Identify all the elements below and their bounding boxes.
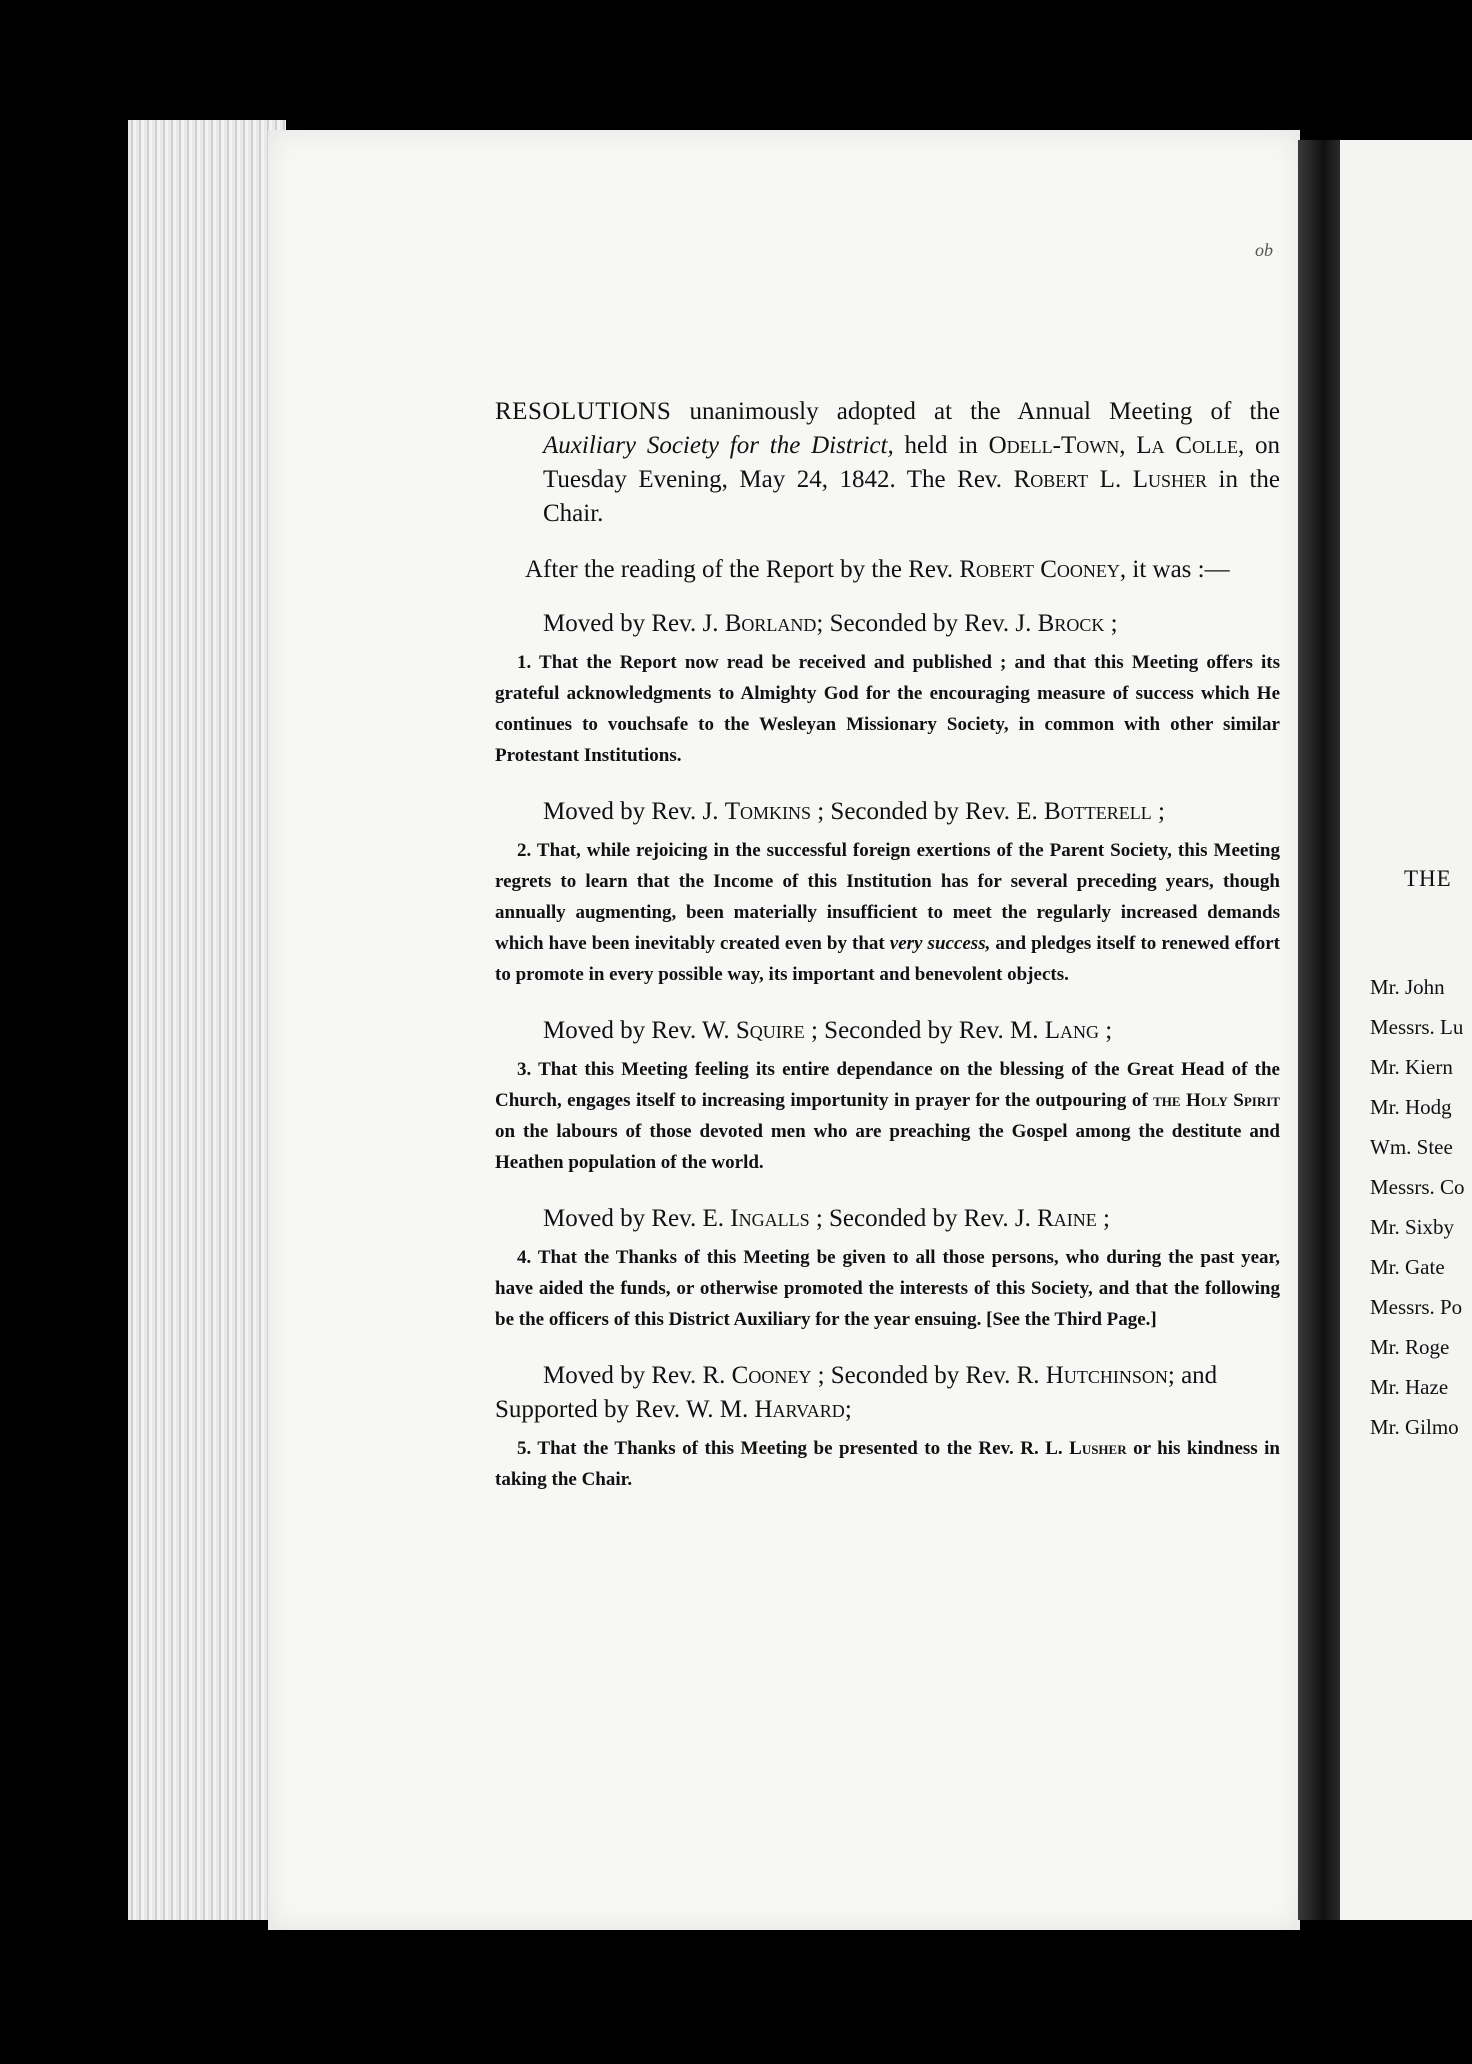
resolution-body: That the Thanks of this Meeting be given to all those persons, who during the past year, have aided the funds, or otherwise promoted the interests of this Society, and that the following be the officers of this District Auxiliary for the year ensuing. [See the Third Page.] <box>495 1247 1280 1330</box>
resolution-text <box>495 647 1280 771</box>
mover-name: Borland <box>724 610 817 637</box>
resolution-body: That, while rejoicing in the successful foreign exertions of the Parent Society, this Meeting regrets to learn that the Income of this Institution has for several preceding years, though annually augmenting, been materially insufficient to meet the regularly increased demands which have been inevitably created even by that <box>495 840 1280 954</box>
document-heading <box>495 395 1280 531</box>
resolution-text <box>495 835 1280 990</box>
intro-reporter: Robert Cooney, <box>959 556 1127 583</box>
moved-line <box>495 795 1280 829</box>
moved-suffix: ; <box>1099 1017 1113 1044</box>
resolution-number: 1. <box>517 652 532 673</box>
right-page-name: Mr. Roge <box>1370 1335 1450 1359</box>
right-page-name: Messrs. Co <box>1370 1175 1465 1199</box>
intro-paragraph <box>495 553 1280 587</box>
heading-text: held in <box>893 432 989 459</box>
resolution-body: That the Thanks of this Meeting be presented to the Rev. R. L. <box>537 1438 1070 1459</box>
intro-text: it was :— <box>1126 556 1230 583</box>
heading-text: unanimously adopted at the Annual Meeting of the <box>671 398 1280 425</box>
mover-name: Squire <box>735 1017 805 1044</box>
resolution-number: 5. <box>517 1438 532 1459</box>
right-page-name: Mr. Gate <box>1370 1255 1445 1279</box>
moved-text: Moved by Rev. E. <box>543 1205 731 1232</box>
resolution-emphasis: very success, <box>889 933 991 954</box>
resolution-text <box>495 1433 1280 1495</box>
seconded-text: ; Seconded by Rev. J. <box>816 610 1038 637</box>
resolution-body: or his kindness in taking the Chair. <box>495 1438 1280 1490</box>
moved-suffix: ; <box>1151 798 1165 825</box>
resolution-body: and pledges itself to renewed effort to promote in every possible way, its important and benevolent objects. <box>495 933 1280 985</box>
heading-society: Auxiliary Society for the District, <box>543 432 894 459</box>
intro-text: After the reading of the Report by the Rev. <box>525 556 960 583</box>
resolution-number: 3. <box>517 1059 532 1080</box>
seconder-name: Raine <box>1037 1205 1097 1232</box>
seconded-text: ; Seconded by Rev. E. <box>810 798 1045 825</box>
right-page-name: Messrs. Lu <box>1370 1015 1464 1039</box>
resolution-small-caps: the Holy Spirit <box>1153 1090 1280 1111</box>
seconder-name: Brock <box>1037 610 1105 637</box>
resolution-small-caps: Lusher <box>1069 1438 1127 1459</box>
heading-text: on Tuesday Evening, May 24, 1842. The Rev. <box>543 432 1280 493</box>
moved-line <box>495 1014 1280 1048</box>
seconder-name: Botterell <box>1044 798 1152 825</box>
heading-place: Odell-Town, La Colle, <box>988 432 1245 459</box>
page-edges <box>128 120 286 1920</box>
seconder-name: Hutchinson <box>1045 1362 1168 1389</box>
moved-suffix: ; <box>1096 1205 1110 1232</box>
right-page-name: Mr. John <box>1370 975 1445 999</box>
resolutions-document <box>495 395 1280 1519</box>
moved-line <box>495 607 1280 641</box>
right-page-name: Mr. Gilmo <box>1370 1415 1459 1439</box>
supporter-name: Harvard <box>754 1396 845 1423</box>
resolution-text <box>495 1054 1280 1178</box>
moved-line <box>495 1359 1280 1427</box>
resolution-text <box>495 1242 1280 1335</box>
seconder-name: Lang <box>1044 1017 1100 1044</box>
supported-suffix: ; <box>844 1396 852 1423</box>
heading-chair: Robert L. Lusher <box>1013 466 1207 493</box>
moved-line <box>495 1202 1280 1236</box>
resolution-number: 4. <box>517 1247 532 1268</box>
mover-name: Ingalls <box>730 1205 810 1232</box>
right-page-name: Mr. Haze <box>1370 1375 1449 1399</box>
moved-text: Moved by Rev. R. <box>543 1362 732 1389</box>
mover-name: Cooney <box>731 1362 812 1389</box>
moved-suffix: ; <box>1104 610 1118 637</box>
right-page-title: THE <box>1404 866 1452 891</box>
moved-text: Moved by Rev. W. <box>543 1017 736 1044</box>
right-page-name: Mr. Hodg <box>1370 1095 1452 1119</box>
supported-text: and Supported by Rev. W. M. <box>495 1362 1218 1423</box>
seconded-text: ; Seconded by Rev. R. <box>811 1362 1046 1389</box>
seconded-text: ; Seconded by Rev. M. <box>804 1017 1045 1044</box>
book-gutter <box>1298 140 1340 1920</box>
moved-text: Moved by Rev. J. <box>543 798 725 825</box>
mover-name: Tomkins <box>724 798 811 825</box>
resolution-body: That this Meeting feeling its entire dependance on the blessing of the Great Head of the Church, engages itself to increasing importunity in prayer for the outpouring of <box>495 1059 1280 1111</box>
seconded-text: ; Seconded by Rev. J. <box>809 1205 1038 1232</box>
heading-text: in the Chair. <box>543 466 1281 527</box>
right-page-name: Messrs. Po <box>1370 1295 1463 1319</box>
right-page-name: Mr. Kiern <box>1370 1055 1453 1079</box>
page-mark: ob <box>1255 240 1273 260</box>
right-page-name: Mr. Sixby <box>1370 1215 1455 1239</box>
resolution-body: on the labours of those devoted men who are preaching the Gospel among the destitute and Heathen population of the world. <box>495 1121 1280 1173</box>
heading-lead: RESOLUTIONS <box>495 398 672 425</box>
resolution-body: That the Report now read be received and published ; and that this Meeting offers its grateful acknowledgments to Almighty God for the encouraging measure of success which He continues to vouchsafe to the Wesleyan Missionary Society, in common with other similar Protestant Institutions. <box>495 652 1280 766</box>
resolution-number: 2. <box>517 840 532 861</box>
right-page-name: Wm. Stee <box>1370 1135 1453 1159</box>
moved-text: Moved by Rev. J. <box>543 610 725 637</box>
moved-suffix: ; <box>1167 1362 1175 1389</box>
